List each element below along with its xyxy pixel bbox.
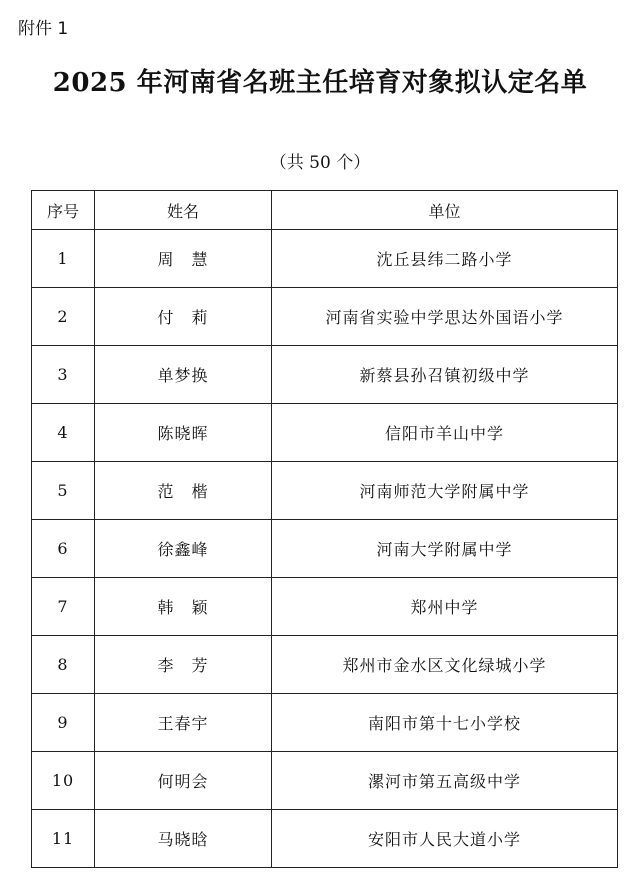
row-number: 6 <box>32 520 95 578</box>
row-name: 单梦换 <box>95 346 272 404</box>
attachment-label: 附件 1 <box>18 19 69 39</box>
row-number: 5 <box>32 462 95 520</box>
row-number: 7 <box>32 578 95 636</box>
table-header-row <box>32 191 618 230</box>
table-row <box>32 752 618 810</box>
row-unit: 河南大学附属中学 <box>272 520 618 578</box>
row-number: 8 <box>32 636 95 694</box>
table-row <box>32 230 618 288</box>
header-number: 序号 <box>32 191 95 230</box>
row-name: 王春宇 <box>95 694 272 752</box>
row-name: 韩 颖 <box>95 578 272 636</box>
table-row <box>32 520 618 578</box>
row-unit: 新蔡县孙召镇初级中学 <box>272 346 618 404</box>
row-number: 10 <box>32 752 95 810</box>
row-name: 徐鑫峰 <box>95 520 272 578</box>
table-row <box>32 810 618 868</box>
table-row <box>32 288 618 346</box>
row-unit: 河南省实验中学思达外国语小学 <box>272 288 618 346</box>
document-title: 2025 年河南省名班主任培育对象拟认定名单 <box>52 68 588 98</box>
row-number: 1 <box>32 230 95 288</box>
table-row <box>32 346 618 404</box>
row-name: 李 芳 <box>95 636 272 694</box>
row-name: 陈晓晖 <box>95 404 272 462</box>
table-row <box>32 578 618 636</box>
row-unit: 安阳市人民大道小学 <box>272 810 618 868</box>
table-row <box>32 694 618 752</box>
row-number: 3 <box>32 346 95 404</box>
row-unit: 郑州市金水区文化绿城小学 <box>272 636 618 694</box>
row-number: 4 <box>32 404 95 462</box>
row-unit: 郑州中学 <box>272 578 618 636</box>
row-unit: 河南师范大学附属中学 <box>272 462 618 520</box>
header-name: 姓名 <box>95 191 272 230</box>
table-row <box>32 636 618 694</box>
table-row <box>32 462 618 520</box>
row-name: 周 慧 <box>95 230 272 288</box>
row-unit: 信阳市羊山中学 <box>272 404 618 462</box>
row-name: 范 楷 <box>95 462 272 520</box>
header-unit: 单位 <box>272 191 618 230</box>
row-unit: 漯河市第五高级中学 <box>272 752 618 810</box>
row-name: 何明会 <box>95 752 272 810</box>
row-name: 马晓晗 <box>95 810 272 868</box>
total-count-note: （共 50 个） <box>269 153 371 173</box>
row-name: 付 莉 <box>95 288 272 346</box>
table-row <box>32 404 618 462</box>
candidate-table <box>31 190 618 868</box>
row-unit: 沈丘县纬二路小学 <box>272 230 618 288</box>
row-number: 11 <box>32 810 95 868</box>
row-number: 2 <box>32 288 95 346</box>
row-unit: 南阳市第十七小学校 <box>272 694 618 752</box>
row-number: 9 <box>32 694 95 752</box>
